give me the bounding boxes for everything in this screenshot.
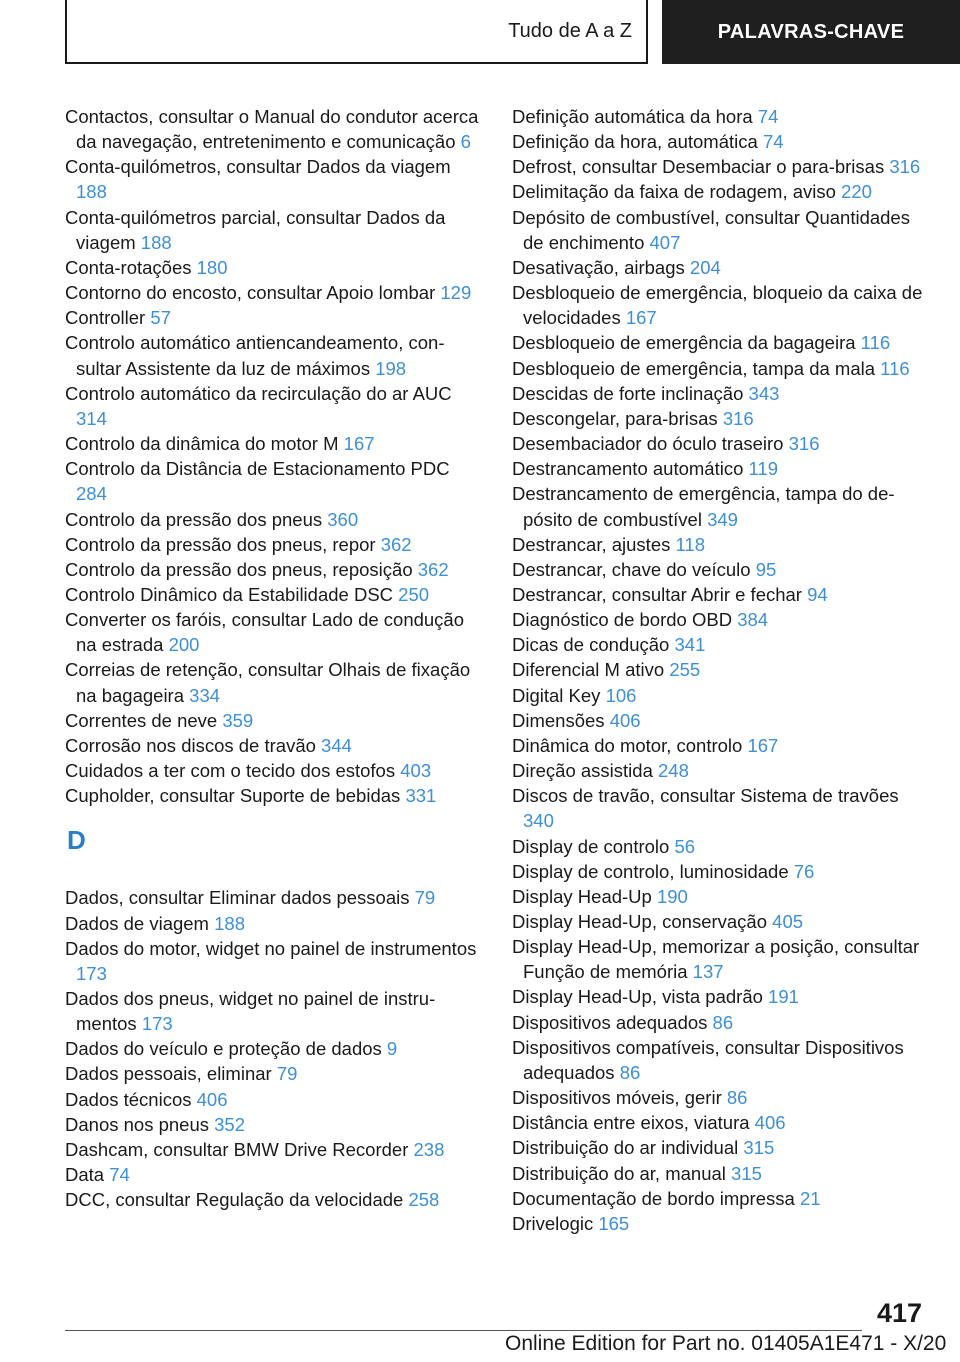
index-entry-term: Dados pessoais, eliminar (65, 1063, 277, 1085)
index-entry-term: Conta-quilómetros, consultar Dados da viagem (65, 156, 451, 178)
page-reference-link[interactable]: 255 (669, 659, 701, 681)
page-reference-link[interactable]: 407 (649, 231, 681, 253)
index-entry (65, 733, 480, 758)
page-reference-link[interactable]: 86 (619, 1061, 641, 1083)
page-reference-link[interactable]: 9 (386, 1038, 398, 1060)
index-entry-term: Dados do veículo e proteção de dados (65, 1038, 387, 1060)
index-entry-term: Display Head-Up (512, 885, 657, 907)
footer-divider (65, 1330, 862, 1331)
index-entry-term: Controller (65, 307, 151, 329)
index-entry-term: Digital Key (512, 684, 606, 706)
index-entry-term: Dashcam, consultar BMW Drive Recorder (65, 1138, 414, 1160)
index-entry (65, 255, 480, 280)
index-entry-term: Destrancamento de emergência, tampa do depósito de combustível (512, 483, 895, 530)
page-reference-link[interactable]: 334 (189, 684, 221, 706)
index-entry-term: Destrancar, chave do veículo (512, 558, 756, 580)
index-entry-term: Documentação de bordo impressa (512, 1187, 800, 1209)
page-reference-link[interactable]: 403 (400, 760, 432, 782)
index-entry (65, 154, 480, 204)
index-entry-term: Correntes de neve (65, 709, 223, 731)
index-entry-term: Cuidados a ter com o tecido dos estofos (65, 760, 401, 782)
page-reference-link[interactable]: 359 (222, 709, 254, 731)
index-entry (512, 909, 932, 934)
index-entry (65, 1187, 480, 1212)
index-entry-term: Destrancamento automático (512, 458, 749, 480)
index-entry-term: Contorno do encosto, consultar Apoio lombar (65, 282, 441, 304)
index-entry (65, 708, 480, 733)
page-reference-link[interactable]: 118 (675, 533, 705, 555)
index-entry (512, 557, 932, 582)
index-entry (65, 532, 480, 557)
index-entry (65, 758, 480, 783)
index-entry (512, 1035, 932, 1085)
page-reference-link[interactable]: 200 (168, 634, 200, 656)
index-entry (512, 406, 932, 431)
index-entry (65, 783, 480, 808)
index-entry-term: Correias de retenção, consultar Olhais de fixação na bagageira (65, 659, 471, 706)
index-entry (65, 1112, 480, 1137)
page-reference-link[interactable]: 315 (731, 1162, 762, 1184)
page-reference-link[interactable]: 21 (799, 1187, 821, 1209)
page-reference-link[interactable]: 406 (609, 709, 641, 731)
index-entry-term: Data (65, 1164, 110, 1186)
index-entry (512, 733, 932, 758)
page-reference-link[interactable]: 238 (413, 1138, 445, 1160)
page-reference-link[interactable]: 384 (737, 609, 769, 631)
page-reference-link[interactable]: 173 (141, 1013, 173, 1035)
index-entry-term: Controlo da pressão dos pneus (65, 508, 328, 530)
page-reference-link[interactable]: 167 (343, 433, 375, 455)
index-entry (512, 255, 932, 280)
index-entry-term: Dispositivos adequados (512, 1011, 713, 1033)
page-reference-link[interactable]: 188 (140, 231, 172, 253)
index-entry-term: Display de controlo (512, 835, 675, 857)
index-entry (512, 1186, 932, 1211)
index-entry (65, 1036, 480, 1061)
index-entry (512, 456, 932, 481)
index-entry (512, 632, 932, 657)
index-entry-term: Descongelar, para-brisas (512, 407, 723, 429)
page-reference-link[interactable]: 204 (689, 256, 721, 278)
page-reference-link[interactable]: 340 (523, 810, 554, 832)
page-reference-link[interactable]: 360 (327, 508, 359, 530)
index-entry (512, 1211, 932, 1236)
index-entry (512, 1010, 932, 1035)
index-entry (65, 104, 480, 154)
footer-edition-text: Online Edition for Part no. 01405A1E471 - X/20 (505, 1332, 947, 1355)
index-entry (65, 557, 480, 582)
page-reference-link[interactable]: 316 (722, 407, 754, 429)
page-reference-link[interactable]: 74 (109, 1164, 130, 1186)
index-column-left (65, 104, 480, 1212)
page-reference-link[interactable]: 137 (692, 961, 724, 983)
index-entry (512, 481, 932, 531)
index-entry-term: Controlo Dinâmico da Estabilidade DSC (65, 583, 399, 605)
page-reference-link[interactable]: 95 (755, 558, 777, 580)
page-reference-link[interactable]: 362 (380, 533, 412, 555)
index-entry-term: Display Head-Up, conservação (512, 911, 773, 932)
index-entry (512, 1085, 932, 1110)
index-entry (512, 280, 932, 330)
page-reference-link[interactable]: 349 (707, 508, 738, 530)
page-reference-link[interactable]: 86 (726, 1087, 748, 1109)
index-group-d-left (65, 885, 480, 1212)
index-entry (512, 1135, 932, 1160)
page-reference-link[interactable]: 167 (747, 734, 779, 756)
page-reference-link[interactable]: 94 (807, 583, 828, 605)
page-reference-link[interactable]: 248 (658, 760, 689, 782)
page-number: 417 (876, 1298, 922, 1328)
page-reference-link[interactable]: 86 (712, 1011, 734, 1033)
index-entry-term: Drivelogic (512, 1212, 599, 1234)
page-reference-link[interactable]: 165 (598, 1212, 630, 1234)
page-reference-link[interactable]: 198 (375, 357, 407, 379)
index-entry (65, 1162, 480, 1187)
index-group-c (65, 104, 480, 808)
index-entry-term: Definição automática da hora (512, 106, 758, 127)
index-entry (65, 305, 480, 330)
section-letter-d: D (67, 825, 86, 856)
index-entry (512, 758, 932, 783)
index-entry (512, 356, 932, 381)
index-entry (512, 582, 932, 607)
page-reference-link[interactable]: 250 (398, 583, 430, 605)
index-entry (512, 381, 932, 406)
index-entry (65, 280, 480, 305)
index-entry-term: Dados, consultar Eliminar dados pessoais (65, 887, 415, 909)
index-entry (65, 507, 480, 532)
index-entry (512, 179, 932, 204)
page-reference-link[interactable]: 316 (889, 156, 921, 178)
index-entry-term: Destrancar, consultar Abrir e fechar (512, 583, 808, 605)
index-entry-term: Discos de travão, consultar Sistema de travões (512, 785, 899, 807)
index-entry-term: Distribuição do ar individual (512, 1137, 744, 1159)
index-entry-term: Distância entre eixos, viatura (512, 1112, 755, 1134)
index-entry-term: Desbloqueio de emergência, bloqueio da caixa de velocidades (512, 282, 923, 329)
index-entry (512, 104, 932, 129)
index-entry (512, 431, 932, 456)
index-entry-term: Controlo da pressão dos pneus, reposição (65, 558, 418, 580)
page-reference-link[interactable]: 343 (748, 382, 780, 404)
page-reference-link[interactable]: 220 (841, 181, 872, 203)
page-reference-link[interactable]: 106 (605, 684, 637, 706)
page-reference-link[interactable]: 116 (860, 332, 891, 354)
page-reference-link[interactable]: 180 (196, 256, 228, 278)
index-entry (512, 1110, 932, 1135)
index-entry (65, 657, 480, 707)
index-entry (65, 205, 480, 255)
page-reference-link[interactable]: 258 (408, 1189, 440, 1211)
page-reference-link[interactable]: 284 (76, 483, 107, 505)
index-entry-term: Delimitação da faixa de rodagem, aviso (512, 181, 842, 203)
index-entry (512, 984, 932, 1009)
index-entry-term: Controlo da dinâmica do motor M (65, 433, 344, 455)
page-reference-link[interactable]: 406 (196, 1088, 228, 1110)
index-column-right (512, 104, 932, 1236)
index-entry (512, 783, 932, 833)
index-entry (65, 986, 480, 1036)
page-reference-link[interactable]: 188 (76, 181, 107, 203)
index-entry (512, 708, 932, 733)
page-reference-link[interactable]: 406 (754, 1112, 786, 1134)
index-entry (512, 834, 932, 859)
index-entry-term: Dinâmica do motor, controlo (512, 734, 748, 756)
page-reference-link[interactable]: 56 (674, 835, 696, 857)
page-reference-link[interactable]: 74 (757, 106, 779, 127)
index-entry-term: Destrancar, ajustes (512, 533, 676, 555)
page-reference-link[interactable]: 405 (772, 911, 804, 932)
index-entry (512, 683, 932, 708)
index-entry-term: Contactos, consultar o Manual do condutor acerca da navegação, entretenimento e comunicação (65, 106, 479, 153)
index-entry-term: Diagnóstico de bordo OBD (512, 609, 738, 631)
page-reference-link[interactable]: 57 (150, 307, 171, 329)
page-reference-link[interactable]: 79 (414, 887, 436, 909)
page-reference-link[interactable]: 76 (793, 860, 815, 882)
section-title: Tudo de A a Z (508, 19, 632, 42)
index-entry-term: Danos nos pneus (65, 1113, 215, 1135)
index-entry (512, 129, 932, 154)
page-reference-link[interactable]: 316 (788, 433, 820, 455)
page-reference-link[interactable]: 173 (76, 962, 107, 984)
index-entry-term: Diferencial M ativo (512, 659, 670, 681)
page-reference-link[interactable]: 129 (440, 282, 472, 304)
page-reference-link[interactable]: 341 (674, 634, 706, 656)
index-entry-term: Display de controlo, luminosidade (512, 860, 794, 882)
index-entry (65, 607, 480, 657)
index-entry (65, 330, 480, 380)
index-entry-term: Defrost, consultar Desembaciar o para-brisas (512, 156, 890, 178)
index-group-d-right (512, 104, 932, 1236)
index-entry-term: Definição da hora, automática (512, 131, 763, 153)
index-entry (512, 884, 932, 909)
index-entry-term: Converter os faróis, consultar Lado de condução na estrada (65, 609, 465, 656)
index-entry (65, 936, 480, 986)
index-entry-term: Cupholder, consultar Suporte de bebidas (65, 785, 406, 807)
page-reference-link[interactable]: 116 (880, 357, 910, 379)
page-reference-link[interactable]: 167 (625, 307, 657, 329)
page-reference-link[interactable]: 119 (748, 458, 779, 480)
index-entry-term: Dados de viagem (65, 912, 215, 934)
page-reference-link[interactable]: 74 (762, 131, 784, 153)
index-entry (65, 582, 480, 607)
index-entry-term: Desbloqueio de emergência, tampa da mala (512, 357, 881, 379)
page-reference-link[interactable]: 314 (76, 407, 107, 429)
index-entry (65, 885, 480, 910)
index-entry (512, 532, 932, 557)
index-entry-term: Direção assistida (512, 760, 659, 782)
index-entry-term: Descidas de forte inclinação (512, 382, 749, 404)
index-entry (512, 205, 932, 255)
index-entry-term: Conta-rotações (65, 256, 197, 278)
page-reference-link[interactable]: 79 (276, 1063, 298, 1085)
index-entry-term: DCC, consultar Regulação da velocidade (65, 1189, 409, 1211)
index-entry-term: Desativação, airbags (512, 256, 690, 278)
index-entry-term: Controlo automático antiencandeamento, consultar Assistente da luz de máximos (65, 332, 445, 379)
index-entry (512, 657, 932, 682)
index-entry (512, 1161, 932, 1186)
index-entry-term: Conta-quilómetros parcial, consultar Dados da viagem (65, 206, 446, 253)
index-entry-term: Desembaciador do óculo traseiro (512, 433, 789, 455)
index-entry-term: Controlo da pressão dos pneus, repor (65, 533, 381, 555)
index-entry (65, 1061, 480, 1086)
index-entry-term: Dados dos pneus, widget no painel de instrumentos (65, 988, 436, 1035)
index-entry (512, 859, 932, 884)
chapter-header-tab (662, 0, 960, 64)
index-entry-term: Dados técnicos (65, 1088, 197, 1110)
index-entry (512, 607, 932, 632)
index-entry-term: Controlo automático da recirculação do ar AUC (65, 382, 452, 404)
section-header-tab (65, 0, 648, 64)
index-entry-term: Display Head-Up, vista padrão (512, 986, 769, 1008)
index-entry-term: Desbloqueio de emergência da bagageira (512, 332, 861, 354)
index-entry (512, 934, 932, 984)
page-reference-link[interactable]: 190 (656, 885, 688, 907)
page-reference-link[interactable]: 191 (768, 986, 799, 1008)
index-entry-term: Dimensões (512, 709, 610, 731)
index-entry-term: Controlo da Distância de Estacionamento PDC (65, 458, 450, 480)
index-entry-term: Distribuição do ar, manual (512, 1162, 732, 1184)
index-entry (65, 431, 480, 456)
page-reference-link[interactable]: 352 (214, 1113, 246, 1135)
page-reference-link[interactable]: 331 (405, 785, 437, 807)
index-entry (65, 456, 480, 506)
index-entry-term: Display Head-Up, memorizar a posição, consultar Função de memória (512, 936, 920, 983)
index-entry (512, 154, 932, 179)
index-entry-term: Dados do motor, widget no painel de instrumentos (65, 937, 477, 959)
index-entry (512, 330, 932, 355)
page-reference-link[interactable]: 315 (743, 1137, 775, 1159)
index-entry (65, 911, 480, 936)
chapter-title: PALAVRAS-CHAVE (717, 20, 905, 43)
index-entry-term: Dispositivos móveis, gerir (512, 1087, 727, 1109)
index-entry-term: Dicas de condução (512, 634, 675, 656)
index-entry-term: Corrosão nos discos de travão (65, 734, 322, 756)
page-reference-link[interactable]: 362 (417, 558, 449, 580)
index-entry (65, 1087, 480, 1112)
index-entry (65, 381, 480, 431)
index-entry (65, 1137, 480, 1162)
index-entry-term: Depósito de combustível, consultar Quantidades de enchimento (512, 206, 910, 253)
page-reference-link[interactable]: 188 (214, 912, 245, 934)
index-entry-term: Dispositivos compatíveis, consultar Dispositivos adequados (512, 1036, 904, 1083)
page-reference-link[interactable]: 6 (460, 131, 471, 153)
page-reference-link[interactable]: 344 (321, 734, 352, 756)
